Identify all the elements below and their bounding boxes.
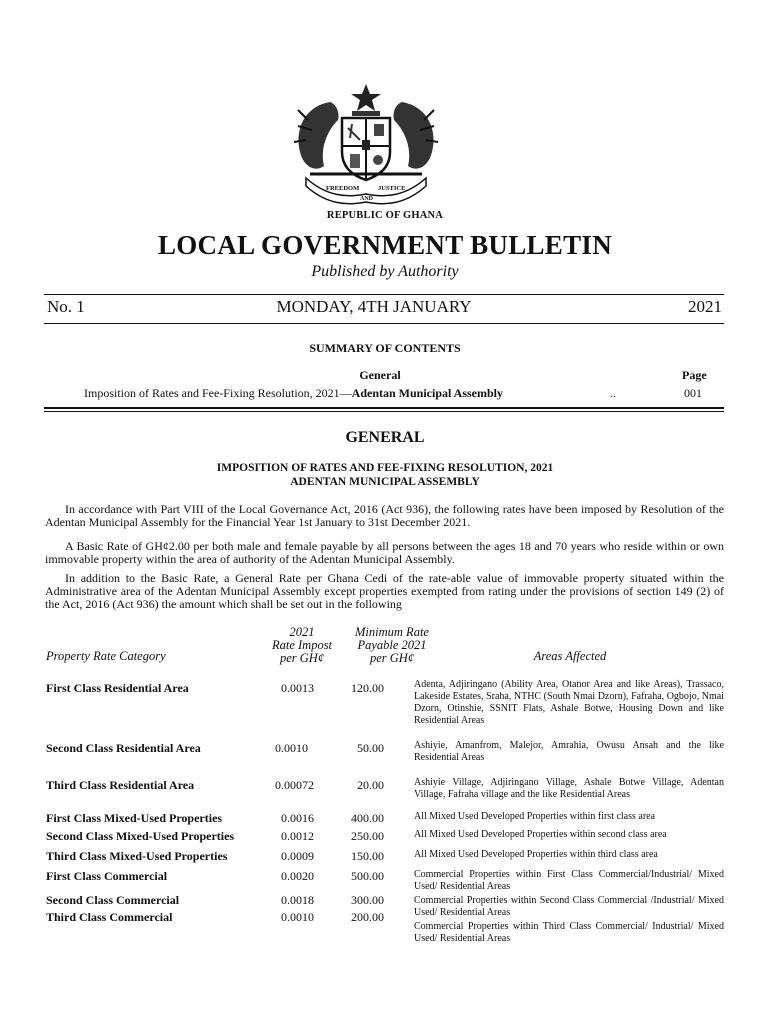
col-header-rate xyxy=(262,626,342,665)
toc-page-header: Page xyxy=(682,368,707,382)
toc-dots: .. xyxy=(610,386,616,400)
row-minimum: 250.00 xyxy=(351,829,384,843)
republic-label: REPUBLIC OF GHANA xyxy=(326,210,444,221)
row-areas: All Mixed Used Developed Properties within second class area xyxy=(414,829,667,840)
issue-line xyxy=(44,297,724,321)
toc-entry-text: Imposition of Rates and Fee-Fixing Resolution, 2021— xyxy=(84,386,352,400)
summary-rule-1 xyxy=(44,407,724,409)
row-rate: 0.00072 xyxy=(275,778,314,792)
crest-motto-and: AND xyxy=(360,196,373,202)
header-rule-bottom xyxy=(44,323,724,324)
paragraph-1: In accordance with Part VIII of the Local Governance Act, 2016 (Act 936), the following rates have been imposed by Resolution of the Adentan Municipal Assembly for the Financial Year 1st January to 31st December 2021. xyxy=(45,502,724,529)
row-category: Third Class Mixed-Used Properties xyxy=(46,849,228,863)
col-header-rate-line2: Rate Impost xyxy=(271,638,333,652)
row-areas: Commercial Properties within Third Class Commercial/ Industrial/ Mixed Used/ Residential Areas xyxy=(414,921,724,944)
toc-entry-page: 001 xyxy=(684,386,702,400)
resolution-title-line1: IMPOSITION OF RATES AND FEE-FIXING RESOLUTION, 2021 xyxy=(216,462,554,474)
row-rate: 0.0020 xyxy=(281,869,314,883)
summary-rule-2 xyxy=(44,411,724,412)
summary-title: SUMMARY OF CONTENTS xyxy=(309,341,461,355)
toc-section-general: General xyxy=(359,368,401,382)
col-header-minimum-line3: per GH¢ xyxy=(369,651,415,665)
coat-of-arms-emblem xyxy=(286,80,446,205)
issue-date: MONDAY, 4TH JANUARY xyxy=(276,297,472,316)
row-areas: Commercial Properties within First Class Commercial/Industrial/ Mixed Used/ Residential Areas xyxy=(414,869,724,892)
header-rule-top xyxy=(44,294,724,295)
col-header-areas: Areas Affected xyxy=(533,649,607,663)
row-areas: All Mixed Used Developed Properties within third class area xyxy=(414,849,658,860)
row-rate: 0.0010 xyxy=(275,741,308,755)
row-category: First Class Mixed-Used Properties xyxy=(46,811,223,825)
row-category: Third Class Residential Area xyxy=(46,778,195,792)
row-rate: 0.0013 xyxy=(281,681,314,695)
row-rate: 0.0009 xyxy=(281,849,314,863)
row-minimum: 20.00 xyxy=(357,778,384,792)
row-areas: Commercial Properties within Second Class Commercial /Industrial/ Mixed Used/ Residential Areas xyxy=(414,895,724,918)
toc-entry-assembly: Adentan Municipal Assembly xyxy=(351,386,504,400)
row-category: Second Class Commercial xyxy=(46,893,180,907)
row-minimum: 400.00 xyxy=(351,811,384,825)
row-rate: 0.0018 xyxy=(281,893,314,907)
issue-number: No. 1 xyxy=(47,297,85,316)
resolution-title xyxy=(0,461,770,489)
row-areas: Ashiyie, Amanfrom, Malejor, Amrahia, Owusu Ansah and the like Residential Areas xyxy=(414,740,724,763)
bulletin-subtitle: Published by Authority xyxy=(311,263,459,280)
row-minimum: 300.00 xyxy=(351,893,384,907)
row-category: Third Class Commercial xyxy=(46,910,173,924)
bulletin-title: LOCAL GOVERNMENT BULLETIN xyxy=(157,230,613,260)
paragraph-2: A Basic Rate of GH¢2.00 per both male and female payable by all persons between the ages 18 and 70 years who reside within or own immovable property within the area of authority of the Adentan Municipal Assembly. xyxy=(45,539,724,566)
row-minimum: 200.00 xyxy=(351,910,384,924)
toc-entry[interactable] xyxy=(84,386,503,401)
row-areas: All Mixed Used Developed Properties within first class area xyxy=(414,811,656,822)
crest-motto-justice: JUSTICE xyxy=(378,185,406,192)
paragraph-3: In addition to the Basic Rate, a General Rate per Ghana Cedi of the rate-able value of immovable property situated within the Administrative area of the Adentan Municipal Assembly except properties exempted from rating under the provisions of section 149 (2) of the Act, 2016 (Act 936) the amount which shall be set out in the following xyxy=(45,571,724,611)
issue-year: 2021 xyxy=(688,297,722,316)
row-category: Second Class Mixed-Used Properties xyxy=(46,829,235,843)
crest-motto-freedom: FREEDOM xyxy=(326,185,360,192)
col-header-rate-line1: 2021 xyxy=(289,625,315,639)
row-areas: Adenta, Adjiringano (Ability Area, Otanor Area and like Areas), Trassaco, Lakeside Estates, Sraha, NTHC (South Nmai Dzorn), Fafraha, Ogbojo, Nmai Dzorn, Otinshie, SSNIT Flats, Ashale Botwe, Housing Down and like Residential Areas xyxy=(414,679,724,726)
row-rate: 0.0016 xyxy=(281,811,314,825)
col-header-minimum-line1: Minimum Rate xyxy=(355,625,429,639)
row-rate: 0.0012 xyxy=(281,829,314,843)
col-header-rate-line3: per GH¢ xyxy=(279,651,325,665)
row-rate: 0.0010 xyxy=(281,910,314,924)
col-header-category: Property Rate Category xyxy=(46,649,166,663)
row-minimum: 50.00 xyxy=(357,741,384,755)
section-heading: GENERAL xyxy=(345,429,425,446)
col-header-minimum-line2: Payable 2021 xyxy=(357,638,427,652)
row-minimum: 500.00 xyxy=(351,869,384,883)
row-minimum: 120.00 xyxy=(351,681,384,695)
row-category: First Class Residential Area xyxy=(46,681,189,695)
row-minimum: 150.00 xyxy=(351,849,384,863)
row-areas: Ashiyie Village, Adjiringano Village, Ashale Botwe Village, Adentan Village, Fafraha village and the like Residential Areas xyxy=(414,777,724,800)
row-category: Second Class Residential Area xyxy=(46,741,201,755)
row-category: First Class Commercial xyxy=(46,869,168,883)
col-header-minimum xyxy=(344,626,440,665)
resolution-title-line2: ADENTAN MUNICIPAL ASSEMBLY xyxy=(290,476,480,488)
